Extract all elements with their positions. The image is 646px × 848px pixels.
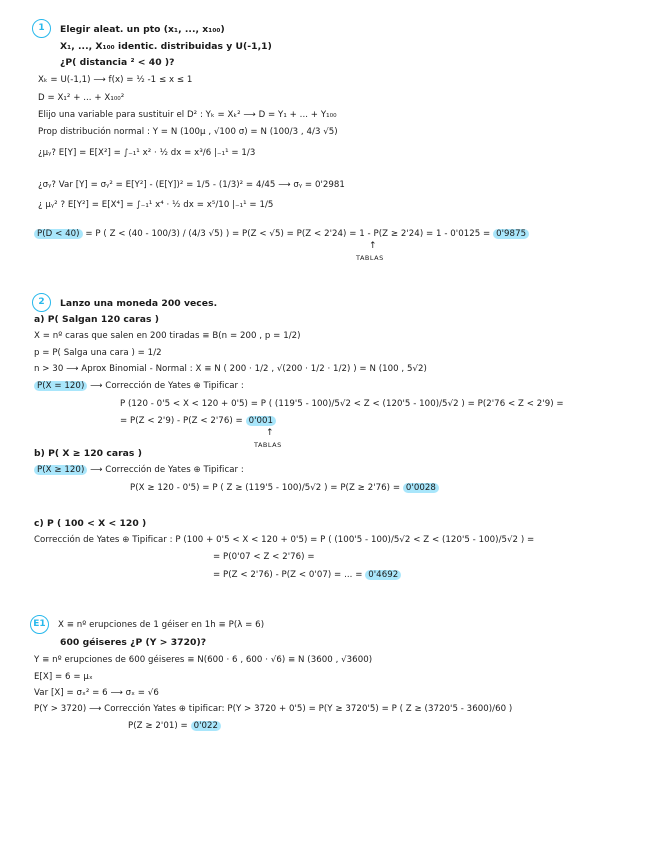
s2-part-a: a) P( Salgan 120 caras ) bbox=[34, 314, 160, 325]
s2-line-6b: ⟶ Corrección de Yates ⊕ Tipificar : bbox=[90, 381, 244, 391]
s3-highlight-result: 0'022 bbox=[191, 721, 221, 731]
s2-highlight-prob-b: P(X ≥ 120) bbox=[34, 465, 87, 475]
s2-line-8a: = P(Z < 2'9) - P(Z < 2'76) = bbox=[120, 416, 243, 426]
s2-line-4: p = P( Salga una cara ) = 1/2 bbox=[34, 348, 162, 358]
s3-line-5: Var [X] = σₓ² = 6 ⟶ σₓ = √6 bbox=[34, 688, 159, 698]
up-arrow-icon: ↑ bbox=[369, 241, 377, 251]
s1-highlight-prob: P(D < 40) bbox=[34, 229, 83, 239]
s3-line-7a: P(Z ≥ 2'01) = bbox=[128, 721, 188, 731]
s1-line-8: ¿μᵧ? E[Y] = E[X²] = ∫₋₁¹ x² · ½ dx = x³/6 |₋₁¹ = 1/3 bbox=[38, 148, 256, 158]
s2-line-7: P (120 - 0'5 < X < 120 + 0'5) = P ( (119'5 - 100)/5√2 < Z < (120'5 - 100)/5√2 ) = P(2'76 < Z < 2'9) = bbox=[120, 399, 564, 409]
s1-line-6: Elijo una variable para sustituir el D² : Yₖ = Xₖ² ⟶ D = Y₁ + ... + Y₁₀₀ bbox=[38, 110, 337, 120]
s3-line-1: X ≡ nº erupciones de 1 géiser en 1h ≡ P(λ = 6) bbox=[58, 620, 265, 630]
s2-line-6 bbox=[34, 381, 244, 392]
s2-line-b2b: ⟶ Corrección de Yates ⊕ Tipificar : bbox=[90, 465, 244, 475]
s1-tablas-note: TABLAS bbox=[356, 254, 384, 262]
s2-highlight-result-b: 0'0028 bbox=[403, 483, 439, 493]
s2-highlight-result-a: 0'001 bbox=[246, 416, 276, 426]
s1-highlight-result: 0'9875 bbox=[493, 229, 529, 239]
s1-line-1: Elegir aleat. un pto (x₁, ..., x₁₀₀) bbox=[60, 24, 225, 35]
s2-line-c4a: = P(Z < 2'76) - P(Z < 0'07) = ... = bbox=[213, 570, 363, 580]
s1-line-11 bbox=[34, 229, 529, 240]
s2-line-b2 bbox=[34, 465, 244, 476]
s1-line-4: Xₖ = U(-1,1) ⟶ f(x) = ½ -1 ≤ x ≤ 1 bbox=[38, 75, 193, 85]
s2-line-3: X = nº caras que salen en 200 tiradas ≡ B(n = 200 , p = 1/2) bbox=[34, 331, 301, 341]
s2-line-b3a: P(X ≥ 120 - 0'5) = P ( Z ≥ (119'5 - 100)/5√2 ) = P(Z ≥ 2'76) = bbox=[130, 483, 401, 493]
exercise-badge-2: 2 bbox=[32, 293, 51, 312]
s2-line-c2: Corrección de Yates ⊕ Tipificar : P (100 + 0'5 < X < 120 + 0'5) = P ( (100'5 - 100)/5√2 < Z < (120'5 - 100)/5√2 ) = bbox=[34, 535, 535, 545]
s1-result-calc: = P ( Z < (40 - 100/3) / (4/3 √5) ) = P(Z < √5) = P(Z < 2'24) = 1 - P(Z ≥ 2'24) = 1 - 0'0125 = bbox=[85, 229, 491, 239]
s2-highlight-prob-a: P(X = 120) bbox=[34, 381, 87, 391]
s1-line-2: X₁, ..., X₁₀₀ identic. distribuidas y U(-1,1) bbox=[60, 41, 272, 52]
s2-highlight-result-c: 0'4692 bbox=[365, 570, 401, 580]
s3-line-4: E[X] = 6 = μₓ bbox=[34, 672, 93, 682]
s2-line-5: n > 30 ⟶ Aprox Binomial - Normal : X ≡ N ( 200 · 1/2 , √(200 · 1/2 · 1/2) ) = N (100 , 5√2) bbox=[34, 364, 427, 374]
s1-line-7: Prop distribución normal : Y = N (100μ , √100 σ) = N (100/3 , 4/3 √5) bbox=[38, 127, 338, 137]
s2-line-c3: = P(0'07 < Z < 2'76) = bbox=[213, 552, 315, 562]
s1-line-3: ¿P( distancia ² < 40 )? bbox=[60, 57, 175, 68]
s1-line-9: ¿σᵧ? Var [Y] = σᵧ² = E[Y²] - (E[Y])² = 1/5 - (1/3)² = 4/45 ⟶ σᵧ = 0'2981 bbox=[38, 180, 345, 190]
s2-line-c4 bbox=[213, 570, 401, 581]
s3-line-6: P(Y > 3720) ⟶ Corrección Yates ⊕ tipificar: P(Y > 3720 + 0'5) = P(Y ≥ 3720'5) = P ( Z ≥ (3720'5 - 3600)/60 ) bbox=[34, 704, 513, 714]
up-arrow-icon: ↑ bbox=[266, 428, 274, 438]
s3-line-7 bbox=[128, 721, 221, 732]
s2-line-b3 bbox=[130, 483, 439, 494]
s3-line-3: Y ≡ nº erupciones de 600 géiseres ≡ N(600 · 6 , 600 · √6) ≡ N (3600 , √3600) bbox=[34, 655, 373, 665]
s2-line-8 bbox=[120, 416, 276, 427]
exercise-badge-e1: E1 bbox=[30, 615, 49, 634]
s2-part-c: c) P ( 100 < X < 120 ) bbox=[34, 518, 147, 529]
s3-line-2: 600 géiseres ¿P (Y > 3720)? bbox=[60, 637, 207, 648]
s2-line-1: Lanzo una moneda 200 veces. bbox=[60, 298, 218, 309]
exercise-badge-1: 1 bbox=[32, 19, 51, 38]
s2-part-b: b) P( X ≥ 120 caras ) bbox=[34, 448, 142, 459]
s1-line-10: ¿ μᵧ² ? E[Y²] = E[X⁴] = ∫₋₁¹ x⁴ · ½ dx = x⁵/10 |₋₁¹ = 1/5 bbox=[38, 200, 274, 210]
s2-tablas-note: TABLAS bbox=[254, 441, 282, 449]
s1-line-5: D = X₁² + ... + X₁₀₀² bbox=[38, 93, 125, 103]
